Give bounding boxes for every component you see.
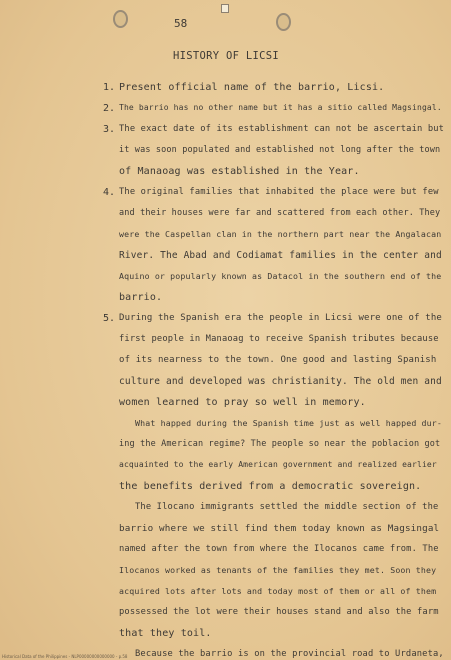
item-number: 2.	[103, 103, 116, 114]
text-line: Present official name of the barrio, Licsi.	[119, 82, 385, 93]
text-line: first people in Manaoag to receive Spanish tributes because	[119, 334, 439, 344]
document-title: HISTORY OF LICSI	[173, 50, 279, 62]
punch-hole-right	[276, 13, 291, 31]
text-line: of its nearness to the town. One good and lasting Spanish	[119, 355, 437, 365]
text-line: named after the town from where the Ilocanos came from. The	[119, 544, 439, 554]
text-line: The barrio has no other name but it has a sitio called Magsingal.	[119, 103, 442, 112]
text-line: acquainted to the early American government and realized earlier	[119, 460, 437, 469]
page-number: 58	[174, 17, 188, 30]
text-line: During the Spanish era the people in Licsi were one of the	[119, 313, 442, 323]
item-number: 5.	[103, 313, 116, 324]
text-line: the benefits derived from a democratic sovereign.	[119, 481, 422, 492]
item-number: 3.	[103, 124, 116, 135]
text-line: Because the barrio is on the provincial road to Urdaneta,	[135, 649, 444, 659]
text-line: acquired lots after lots and today most of them or all of them	[119, 586, 437, 596]
top-marker	[221, 4, 229, 13]
text-line: What happed during the Spanish time just as well happed dur-	[135, 418, 443, 428]
text-line: barrio where we still find them today known as Magsingal	[119, 523, 440, 534]
text-line: River. The Abad and Codiamat families in the center and	[119, 250, 442, 261]
text-line: that they toil.	[119, 628, 212, 639]
text-line: were the Caspellan clan in the northern part near the Angalacan	[119, 229, 442, 239]
text-line: ing the American regime? The people so near the poblacion got	[119, 439, 441, 449]
text-line: The Ilocano immigrants settled the middle section of the	[135, 502, 439, 512]
text-line: barrio.	[119, 292, 163, 303]
text-line: culture and developed was christianity. The old men and	[119, 376, 442, 387]
text-line: Ilocanos worked as tenants of the families they met. Soon they	[119, 565, 437, 575]
text-line: of Manaoag was established in the Year.	[119, 166, 360, 177]
item-number: 1.	[103, 82, 116, 93]
item-number: 4.	[103, 187, 116, 198]
text-line: it was soon populated and established not long after the town	[119, 145, 441, 155]
text-line: The exact date of its establishment can not be ascertain but	[119, 124, 445, 134]
text-line: Aquino or popularly known as Datacol in the southern end of the	[119, 271, 442, 281]
text-line: women learned to pray so well in memory.	[119, 397, 366, 408]
text-line: The original families that inhabited the place were but few	[119, 187, 439, 197]
scan-footer: Historical Data of the Philippines - NLP00000000000000 - p.58	[2, 654, 128, 659]
text-line: possessed the lot were their houses stand and also the farm	[119, 607, 439, 617]
punch-hole-left	[113, 10, 128, 28]
text-line: and their houses were far and scattered from each other. They	[119, 208, 441, 218]
